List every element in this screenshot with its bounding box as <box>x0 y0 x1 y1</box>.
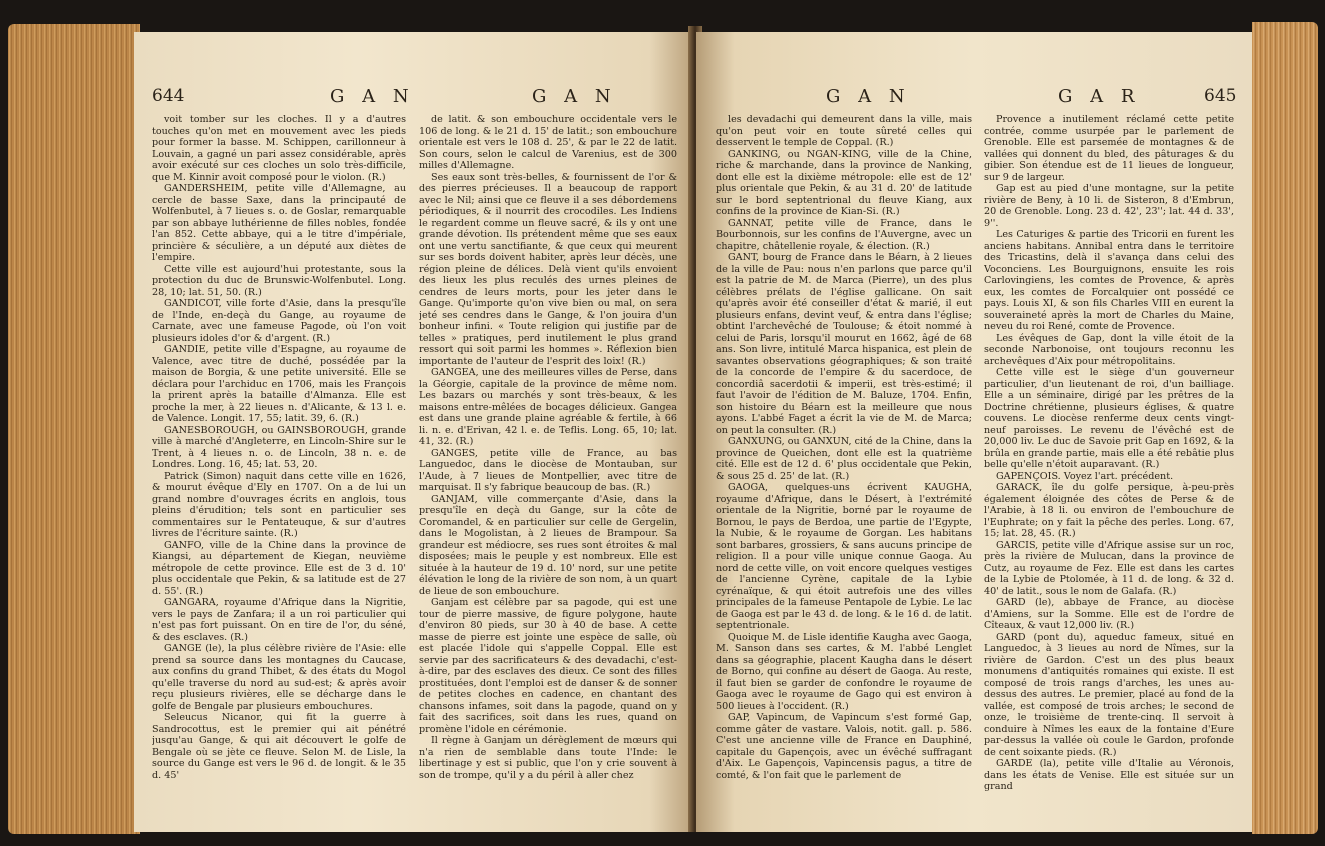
page-edges-left <box>8 24 140 834</box>
paragraph: GANGES, petite ville de France, au bas Languedoc, dans le diocèse de Montauban, sur l'Aude, à 7 lieues de Montpellier, avec titre de marquisat. Il s'y fabrique beaucoup de bas. (R.) <box>419 447 677 493</box>
paragraph: GANGE (le), la plus célèbre rivière de l'Asie: elle prend sa source dans les montagnes du Caucase, aux confins du grand Thibet, & des états du Mogol qu'elle traverse du nord au sud-est; & après avoir reçu plusieurs rivières, elle se décharge dans le golfe de Bengale par plusieurs embouchures. <box>152 643 406 712</box>
left-column-2 <box>419 114 677 826</box>
paragraph: GAOGA, quelques-uns écrivent KAUGHA, royaume d'Afrique, dans le Désert, à l'extrémité orientale de la Nigritie, borné par le royaume de Bornou, le pays de Berdoa, une partie de l'Egypte, la Nubie, & le royaume de Gorgan. Les habitans sont barbares, grossiers, & sans aucuns principe de religion. Il a pour ville unique connue Gaoga. Au nord de cette ville, on voit encore quelques vestiges de l'ancienne Cyrène, capitale de la Lybie cyrénaïque, & qui étoit autrefois une des villes principales de la fameuse Pentapole de Lybie. Le lac de Gaoga est par le 43 d. de long. & le 16 d. de latit. septentrionale. <box>716 482 972 631</box>
right-column-1 <box>716 114 972 826</box>
paragraph: GAP, Vapincum, de Vapincum s'est formé Gap, comme gâter de vastare. Valois, notit. gall. p. 586. C'est une ancienne ville de France en Dauphiné, capitale du Gapençois, avec un évêché suffragant d'Aix. Le Gapençois, Vapincensis pagus, a titre de comté, & l'on fait que le parlement de <box>716 712 972 781</box>
paragraph: GANDIE, petite ville d'Espagne, au royaume de Valence, avec titre de duché, possédée par la maison de Borgia, & une petite université. Elle se déclara pour l'archiduc en 1706, mais les François la prirent après la bataille d'Almanza. Elle est proche la mer, à 22 lieues n. d'Alicante, & 13 l. e. de Valence. Longit. 17, 55; latit. 39, 6. (R.) <box>152 344 406 424</box>
book <box>8 16 1318 838</box>
paragraph: GANGARA, royaume d'Afrique dans la Nigritie, vers le pays de Zanfara; il a un roi particulier qui n'est pas fort puissant. On en tire de l'or, du séné, & des esclaves. (R.) <box>152 597 406 643</box>
left-running-head-2: G A N <box>532 86 617 107</box>
left-page-number: 644 <box>152 86 185 106</box>
paragraph: voit tomber sur les cloches. Il y a d'autres touches qu'on met en mouvement avec les pieds pour former la basse. M. Schippen, carillonneur à Louvain, a gagné un pari assez considérable, après avoir exécuté sur ces cloches un solo très-difficile, que M. Kinnir avoit composé pour le violon. (R.) <box>152 114 406 183</box>
paragraph: les devadachi qui demeurent dans la ville, mais qu'on peut voir en toute sûreté celles qui desservent le temple de Coppal. (R.) <box>716 114 972 148</box>
left-running-head-1: G A N <box>330 86 415 107</box>
paragraph: GANDERSHEIM, petite ville d'Allemagne, au cercle de basse Saxe, dans la principauté de Wolfenbutel, à 7 lieues s. o. de Goslar, remarquable par son abbaye luthérienne de filles nobles, fondée l'an 852. Cette abbaye, qui a le titre d'impériale, princière & séculière, a un député aux diètes de l'empire. <box>152 183 406 263</box>
right-running-head-1: G A N <box>826 86 911 107</box>
paragraph: GANNAT, petite ville de France, dans le Bourbonnois, sur les confins de l'Auvergne, avec un chapitre, châtellenie royale, & élection. (R.) <box>716 217 972 252</box>
paragraph: GARACK, île du golfe persique, à-peu-près également éloignée des côtes de Perse & de l'Arabie, à 18 li. ou environ de l'embouchure de l'Euphrate; on y fait la pêche des perles. Long. 67, 15; lat. 28, 45. (R.) <box>984 482 1234 539</box>
paragraph: Les évêques de Gap, dont la ville étoit de la seconde Narbonoise, ont toujours reconnu les archevêques d'Aix pour métropolitains. <box>984 332 1234 367</box>
paragraph: GARDE (la), petite ville d'Italie au Véronois, dans les états de Venise. Elle est située sur un grand <box>984 758 1234 792</box>
left-page <box>134 32 694 832</box>
paragraph: GAPENÇOIS. Voyez l'art. précédent. <box>996 470 1174 482</box>
paragraph: Gap est au pied d'une montagne, sur la petite rivière de Beny, à 10 li. de Sisteron, 8 d'Embrun, 20 de Grenoble. Long. 23 d. 42', 23''; lat. 44 d. 33', 9''. <box>984 183 1234 229</box>
paragraph: GANGEA, une des meilleures villes de Perse, dans la Géorgie, capitale de la province de même nom. Les bazars ou marchés y sont très-beaux, & les maisons entre-mêlées de bocages délicieux. Gangea est dans une grande plaine agréable & fertile, à 66 li. n. e. d'Erivan, 42 l. e. de Teflis. Long. 65, 10; lat. 41, 32. (R.) <box>419 367 677 447</box>
paragraph: GANXUNG, ou GANXUN, cité de la Chine, dans la province de Queichen, dont elle est la quatrième cité. Elle est de 12 d. 6' plus occidentale que Pekin, & sous 25 d. 25' de lat. (R.) <box>716 436 972 482</box>
paragraph: Ganjam est célèbre par sa pagode, qui est une tour de pierre massive, de figure polygone, haute d'environ 80 pieds, sur 30 à 40 de base. A cette masse de pierre est jointe une espèce de salle, où est placée l'idole qui s'appelle Coppal. Elle est servie par des sacrificateurs & des devadachi, c'est-à-dire, par des esclaves des dieux. Ce sont des filles prostituées, dont l'emploi est de danser & de sonner de petites cloches en cadence, en chantant des chansons infames, soit dans la pagode, quand on y fait des sacrifices, soit dans les rues, quand on promène l'idole en cérémonie. <box>419 597 677 735</box>
left-column-1 <box>152 114 406 826</box>
paragraph: GARD (le), abbaye de France, au diocèse d'Amiens, sur la Somme. Elle est de l'ordre de Cîteaux, & vaut 12,000 liv. (R.) <box>984 597 1234 631</box>
paragraph: de latit. & son embouchure occidentale vers le 106 de long. & le 21 d. 15' de latit.; son embouchure orientale est vers le 108 d. 25', & par le 22 de latit. Son cours, selon le calcul de Varenius, est de 300 milles d'Allemagne. <box>419 114 677 171</box>
right-page-number: 645 <box>1204 86 1237 106</box>
paragraph: GANFO, ville de la Chine dans la province de Kiangsi, au département de Kiegan, neuvième métropole de cette province. Elle est de 3 d. 10' plus occidentale que Pekin, & sa latitude est de 27 d. 55'. (R.) <box>152 539 406 597</box>
paragraph: GANJAM, ville commerçante d'Asie, dans la presqu'île en deçà du Gange, sur la côte de Coromandel, & en particulier sur celle de Gergelin, dans le Mogolistan, à 2 lieues de Brampour. Sa grandeur est médiocre, ses rues sont étroites & mal disposées; mais le peuple y est nombreux. Elle est située à la hauteur de 19 d. 10' nord, sur une petite élévation le long de la rivière de son nom, à un quart de lieue de son embouchure. <box>419 493 677 597</box>
paragraph: Quoique M. de Lisle identifie Kaugha avec Gaoga, M. Sanson dans ses cartes, & M. l'abbé Lenglet dans sa géographie, placent Kaugha dans le désert de Borno, qui confine au désert de Gaoga. Au reste, il faut bien se garder de confondre le royaume de Gaoga avec le royaume de Gago qui est environ à 500 lieues à l'occident. (R.) <box>716 631 972 712</box>
paragraph: GANT, bourg de France dans le Béarn, à 2 lieues de la ville de Pau: nous n'en parlons que parce qu'il est la patrie de M. de Marca (Pierre), un des plus célèbres prélats de l'église gallicane. On sait qu'après avoir été conseiller d'état & marié, il eut plusieurs enfans, devint veuf, & entra dans l'église; obtint l'archevêché de Toulouse; & étoit nommé à celui de Paris, lorsqu'il mourut en 1662, âgé de 68 ans. Son livre, intitulé Marca hispanica, est plein de savantes observations géographiques; & son traité de la concorde de l'empire & du sacerdoce, de concordiâ sacerdotii & imperii, est très-estimé; il faut l'avoir de l'édition de M. Baluze, 1704. Enfin, son histoire du Béarn est la meilleure que nous ayons. L'abbé Faget a écrit la vie de M. de Marca; on peut la consulter. (R.) <box>716 252 972 436</box>
paragraph: Provence a inutilement réclamé cette petite contrée, comme usurpée par le parlement de Grenoble. Elle est parsemée de montagnes & de vallées qui donnent du bled, des pâturages & du gibier. Son étendue est de 11 lieues de longueur, sur 9 de largeur. <box>984 114 1234 183</box>
paragraph: GANDICOT, ville forte d'Asie, dans la presqu'île de l'Inde, en-deçà du Gange, au royaume de Carnate, avec une fameuse Pagode, où l'on voit plusieurs idoles d'or & d'argent. (R.) <box>152 298 406 344</box>
paragraph: GANKING, ou NGAN-KING, ville de la Chine, riche & marchande, dans la province de Nanking, dont elle est la dixième métropole: elle est de 12' plus orientale que Pekin, & au 31 d. 20' de latitude sur le bord septentrional du fleuve Kiang, aux confins de la province de Kian-Si. (R.) <box>716 148 972 217</box>
paragraph: GARD (pont du), aqueduc fameux, situé en Languedoc, à 3 lieues au nord de Nîmes, sur la rivière de Gardon. C'est un des plus beaux monumens d'antiquités romaines qui existe. Il est composé de trois rangs d'arches, les unes au-dessus des autres. Le premier, placé au fond de la vallée, est composé de trois arches; le second de onze, le troisième de trente-cinq. Il servoit à conduire à Nîmes les eaux de la fontaine d'Eure par-dessus la vallée où coule le Gardon, profonde de cent soixante pieds. (R.) <box>984 631 1234 758</box>
right-column-2 <box>984 114 1234 826</box>
paragraph: Seleucus Nicanor, qui fit la guerre à Sandrocottus, est le premier qui ait pénétré jusqu'au Gange, & qui ait découvert le golfe de Bengale où se jète ce fleuve. Selon M. de Lisle, la source du Gange est vers le 96 d. de longit. & le 35 d. 45' <box>152 712 406 781</box>
paragraph: Il règne à Ganjam un dérèglement de mœurs qui n'a rien de semblable dans toute l'Inde: le libertinage y est si public, que l'on y crie souvent à son de trompe, qu'il y a du péril à aller chez <box>419 735 677 781</box>
paragraph: GARCIS, petite ville d'Afrique assise sur un roc, près la rivière de Mulucan, dans la province de Cutz, au royaume de Fez. Elle est dans les cartes de la Lybie de Ptolomée, à 11 d. de long. & 32 d. 40' de latit., sous le nom de Galafa. (R.) <box>984 539 1234 597</box>
right-page <box>696 32 1252 832</box>
paragraph: Cette ville est aujourd'hui protestante, sous la protection du duc de Brunswic-Wolfenbutel. Long. 28, 10; lat. 51, 50. (R.) <box>152 263 406 298</box>
paragraph: Ses eaux sont très-belles, & fournissent de l'or & des pierres précieuses. Il a beaucoup de rapport avec le Nil; ainsi que ce fleuve il a ses débordemens périodiques, & il nourrit des crocodiles. Les Indiens le regardent comme un fleuve sacré, & ils y ont une grande dévotion. Ils prétendent même que ses eaux ont une vertu sanctifiante, & que ceux qui meurent sur ses bords doivent habiter, après leur décès, une région pleine de délices. Delà vient qu'ils envoient des lieux les plus reculés des urnes pleines de cendres de leurs morts, pour les jeter dans le Gange. Qu'importe qu'on vive bien ou mal, on sera jeté ses cendres dans le Gange, & l'on jouira d'un bonheur infini. « Toute religion qui justifie par de telles » pratiques, perd inutilement le plus grand ressort qui soit parmi les hommes ». Réflexion bien importante de l'auteur de l'esprit des loix! (R.) <box>419 171 677 367</box>
paragraph: Cette ville est le siège d'un gouverneur particulier, d'un lieutenant de roi, d'un bailliage. Elle a un séminaire, dirigé par les prêtres de la Doctrine chrétienne, plusieurs églises, & quatre couvens. Le diocèse renferme deux cents vingt-neuf paroisses. Le revenu de l'évêché est de 20,000 liv. Le duc de Savoie prit Gap en 1692, & la brûla en grande partie, mais elle a été rebâtie plus belle qu'elle n'étoit auparavant. (R.) <box>984 367 1234 470</box>
paragraph: GANESBOROUGH, ou GAINSBOROUGH, grande ville à marché d'Angleterre, en Lincoln-Shire sur le Trent, à 4 lieues n. o. de Lincoln, 38 n. e. de Londres. Long. 16, 45; lat. 53, 20. <box>152 424 406 470</box>
paragraph: Patrick (Simon) naquit dans cette ville en 1626, & mourut évêque d'Ely en 1707. On a de lui un grand nombre d'ouvrages écrits en anglois, tous pleins d'érudition; tels sont en particulier ses commentaires sur le Pentateuque, & sur d'autres livres de l'écriture sainte. (R.) <box>152 470 406 539</box>
right-running-head-2: G A R <box>1058 86 1141 107</box>
page-edges-right <box>1252 22 1318 834</box>
paragraph: Les Caturiges & partie des Tricorii en furent les anciens habitans. Annibal entra dans le territoire des Tricastins, delà il s'avança dans celui des Voconciens. Les Bourguignons, ensuite les rois Carlovingiens, les comtes de Provence, & après eux, les comtes de Forcalquier ont possédé ce pays. Louis XI, & son fils Charles VIII en eurent la souveraineté après la mort de Charles du Maine, neveu du roi René, comte de Provence. <box>984 229 1234 332</box>
